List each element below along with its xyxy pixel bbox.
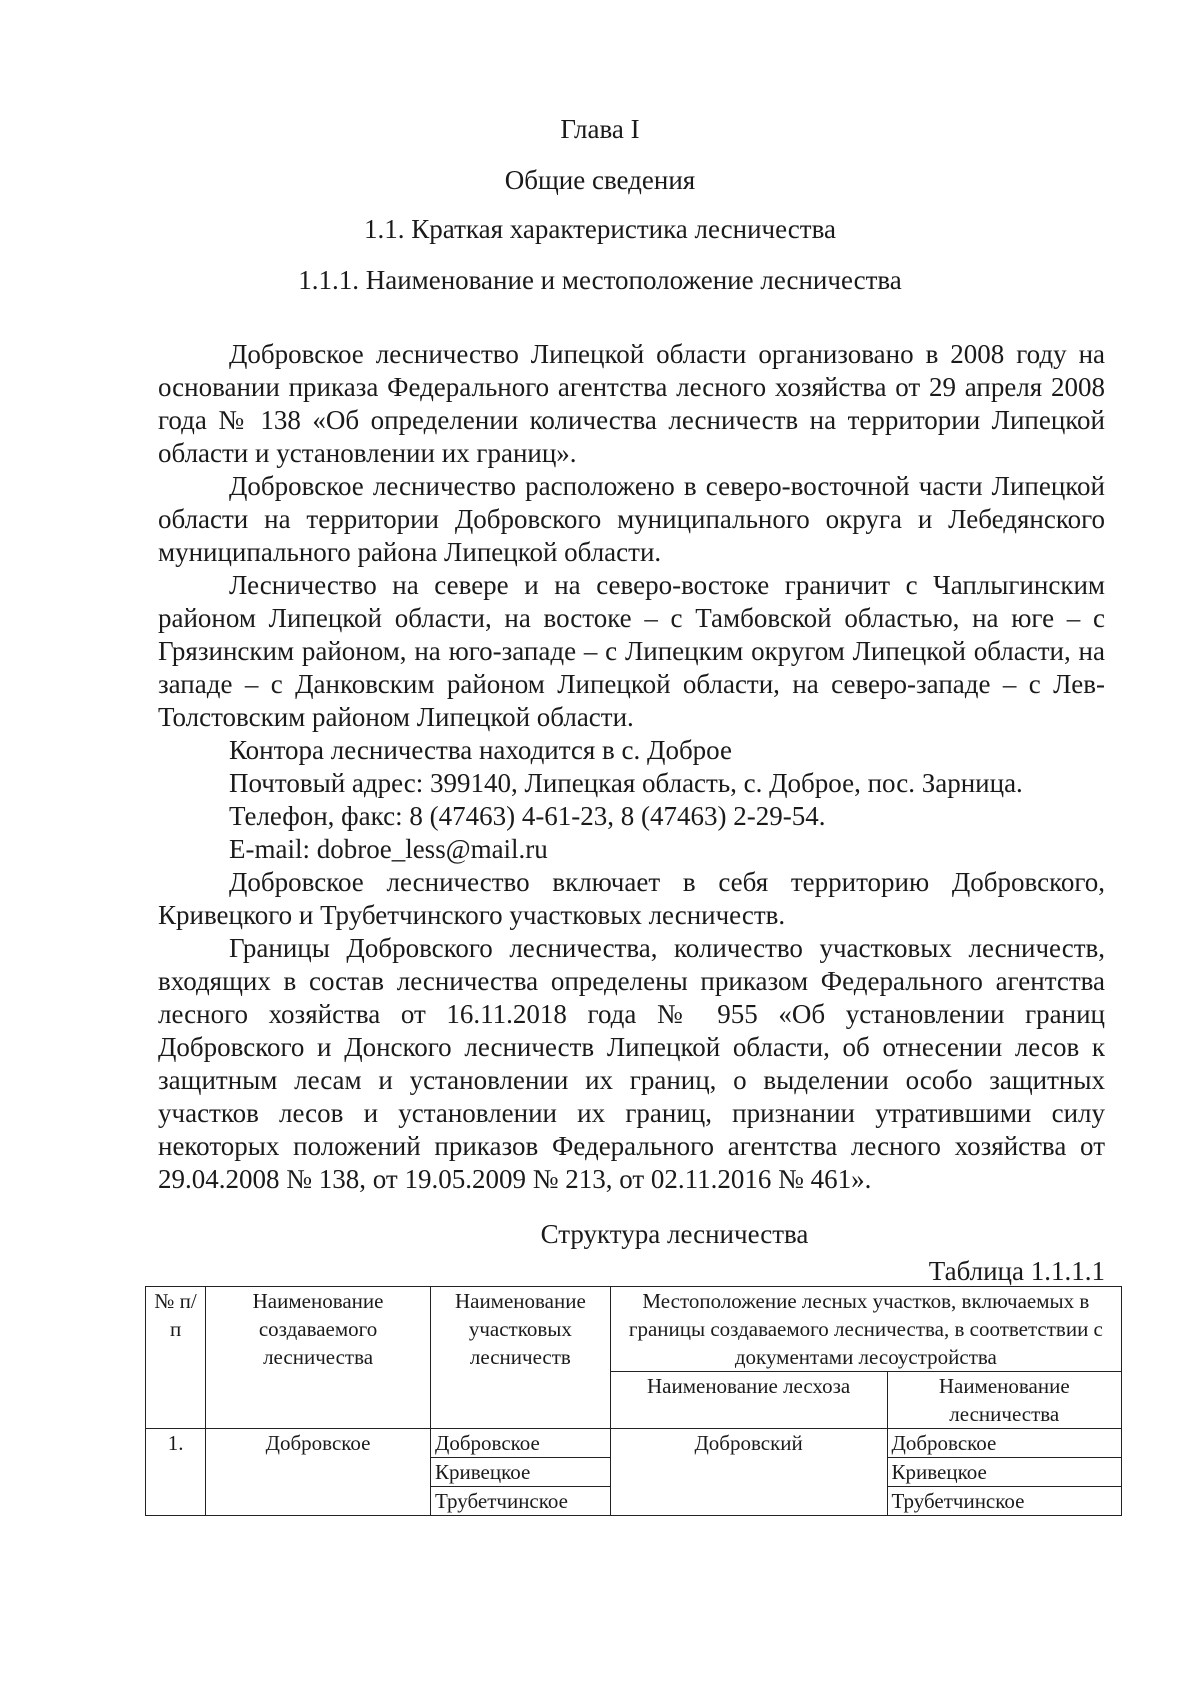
paragraph-postal-address: Почтовый адрес: 399140, Липецкая область, с. Доброе, пос. Зарница. (229, 768, 1023, 798)
cell-district-forestry: Трубетчинское (431, 1487, 611, 1516)
chapter-heading: Глава I (560, 114, 640, 144)
paragraph-phone: Телефон, факс: 8 (47463) 4-61-23, 8 (47463) 2-29-54. (229, 801, 826, 831)
cell-forestry: Кривецкое (887, 1458, 1121, 1487)
paragraph-email: E-mail: dobroe_less@mail.ru (229, 834, 548, 864)
header-name: Наименование создаваемого лесничества (206, 1287, 431, 1429)
paragraph-office: Контора лесничества находится в с. Доброе (229, 735, 732, 765)
subsubsection-title: 1.1.1. Наименование и местоположение лесничества (298, 265, 902, 295)
body-text (158, 338, 1105, 1196)
header-district-forestries: Наименование участковых лесничеств (431, 1287, 611, 1429)
header-num: № п/п (146, 1287, 206, 1429)
cell-num: 1. (146, 1429, 206, 1516)
paragraph-borders: Лесничество на севере и на северо-востоке граничит с Чаплыгинским районом Липецкой области, на востоке – с Тамбовской областью, на юге – с Грязинским районом, на юго-западе – с Липецким округом Липецкой области, на западе – с Данковским районом Липецкой области, на северо-западе – с Лев-Толстовским районом Липецкой области. (158, 570, 1105, 732)
paragraph-boundaries-order: Границы Добровского лесничества, количество участковых лесничеств, входящих в состав лесничества определены приказом Федерального агентства лесного хозяйства от 16.11.2018 года № 955 «Об установлении границ Добровского и Донского лесничеств Липецкой области, об отнесении лесов к защитным лесам и установлении их границ, о выделении особо защитных участков лесов и установлении их границ, признании утратившими силу некоторых положений приказов Федерального агентства лесного хозяйства от 29.04.2008 № 138, от 19.05.2009 № 213, от 02.11.2016 № 461». (158, 933, 1105, 1194)
structure-table (145, 1286, 1122, 1516)
table-row (146, 1429, 1122, 1458)
cell-district-forestry: Кривецкое (431, 1458, 611, 1487)
paragraph-territory: Добровское лесничество включает в себя территорию Добровского, Кривецкого и Трубетчинского участковых лесничеств. (158, 867, 1105, 930)
cell-forestry: Трубетчинское (887, 1487, 1121, 1516)
cell-forestry: Добровское (887, 1429, 1121, 1458)
subsection-title: 1.1. Краткая характеристика лесничества (364, 214, 836, 244)
table-caption: Структура лесничества (540, 1219, 809, 1249)
paragraph-location: Добровское лесничество расположено в северо-восточной части Липецкой области на территории Добровского муниципального округа и Лебедянского муниципального района Липецкой области. (158, 471, 1105, 567)
header-location: Местоположение лесных участков, включаемых в границы создаваемого лесничества, в соответствии с документами лесоустройства (610, 1287, 1121, 1372)
header-forestry: Наименование лесничества (887, 1372, 1121, 1429)
paragraph-organization: Добровское лесничество Липецкой области организовано в 2008 году на основании приказа Федерального агентства лесного хозяйства от 29 апреля 2008 года № 138 «Об определении количества лесничеств на территории Липецкой области и установлении их границ». (158, 339, 1105, 468)
table-number: Таблица 1.1.1.1 (928, 1256, 1105, 1286)
cell-district-forestry: Добровское (431, 1429, 611, 1458)
table-header-row (146, 1287, 1122, 1372)
header-leshoz: Наименование лесхоза (610, 1372, 887, 1429)
cell-leshoz: Добровский (610, 1429, 887, 1516)
cell-name: Добровское (206, 1429, 431, 1516)
section-title: Общие сведения (504, 165, 696, 195)
